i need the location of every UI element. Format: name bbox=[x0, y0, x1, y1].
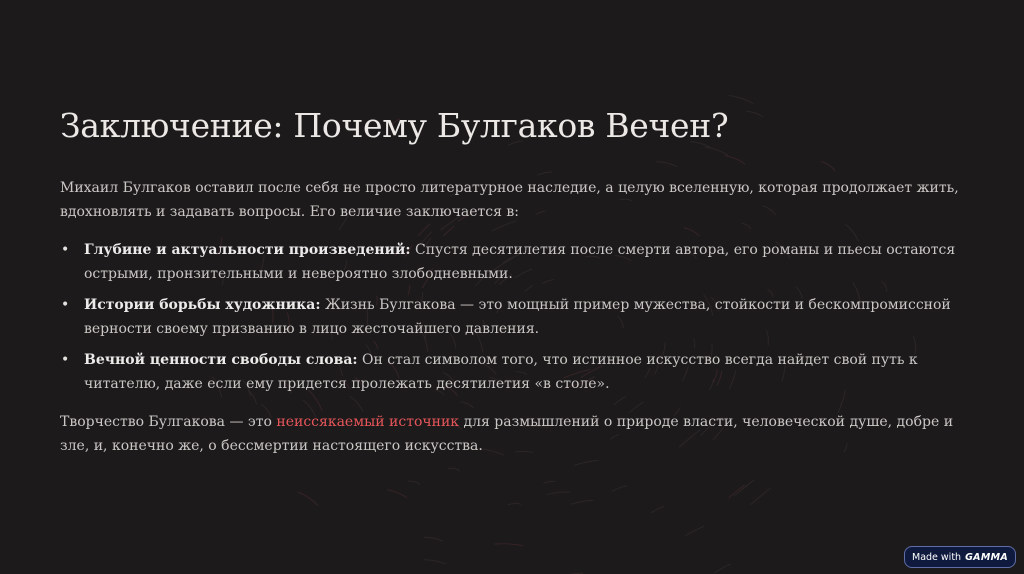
bullet-item bbox=[60, 238, 960, 286]
swirl-stroke bbox=[750, 488, 770, 505]
bullet-dot: • bbox=[61, 352, 70, 368]
swirl-stroke bbox=[543, 481, 555, 483]
badge-prefix: Made with bbox=[912, 551, 962, 563]
swirl-stroke bbox=[612, 486, 628, 492]
swirl-stroke bbox=[298, 492, 318, 505]
bullet-dot: • bbox=[61, 297, 70, 313]
swirl-stroke bbox=[424, 537, 444, 541]
swirl-stroke bbox=[734, 480, 754, 496]
swirl-stroke bbox=[408, 481, 420, 484]
bullet-heading: Глубине и актуальности произведений: bbox=[84, 242, 411, 258]
swirl-stroke bbox=[729, 95, 754, 103]
bullet-text: Спустя десятилетия после смерти автора, его романы и пьесы остаются острыми, пронзительными и невероятно злободневными. bbox=[84, 242, 956, 282]
conclusion-text-after: для размышлений о природе власти, человеческой душе, добре и зле, и, конечно же, о бессмертии настоящего искусства. bbox=[60, 414, 954, 454]
swirl-stroke bbox=[651, 507, 664, 513]
bullet-heading: Истории борьбы художника: bbox=[84, 297, 321, 313]
slide-title: Заключение: Почему Булгаков Вечен? bbox=[60, 106, 729, 145]
swirl-stroke bbox=[570, 500, 593, 504]
bullet-item bbox=[60, 348, 960, 396]
swirl-stroke bbox=[508, 503, 521, 504]
swirl-stroke bbox=[424, 560, 447, 565]
made-with-gamma-badge[interactable] bbox=[904, 546, 1016, 568]
highlighted-phrase: неиссякаемый источник bbox=[276, 414, 460, 430]
swirl-stroke bbox=[494, 544, 523, 546]
intro-paragraph: Михаил Булгаков оставил после себя не просто литературное наследие, а целую вселенную, которая продолжает жить, вдохновлять и задавать вопросы. Его величие заключается в: bbox=[60, 180, 959, 220]
bullet-heading: Вечной ценности свободы слова: bbox=[84, 352, 358, 368]
swirl-stroke bbox=[387, 490, 407, 498]
conclusion-text-before: Творчество Булгакова — это bbox=[60, 414, 277, 430]
conclusion-paragraph bbox=[60, 410, 960, 458]
bullet-text: Жизнь Булгакова — это мощный пример мужества, стойкости и бескомпромиссной верности своему призванию в лицо жесточайшего давления. bbox=[84, 297, 951, 337]
slide-content bbox=[60, 104, 960, 472]
swirl-stroke bbox=[685, 526, 704, 536]
bullet-dot: • bbox=[61, 242, 70, 258]
swirl-stroke bbox=[714, 564, 730, 573]
bullet-item bbox=[60, 293, 960, 341]
swirl-stroke bbox=[729, 485, 745, 498]
swirl-stroke bbox=[547, 492, 570, 494]
gamma-logo: GAMMA bbox=[965, 551, 1008, 563]
bullet-list bbox=[60, 238, 960, 396]
bullet-text: Он стал символом того, что истинное искусство всегда найдет свой путь к читателю, даже если ему придется пролежать десятилетия «в столе». bbox=[84, 352, 918, 392]
